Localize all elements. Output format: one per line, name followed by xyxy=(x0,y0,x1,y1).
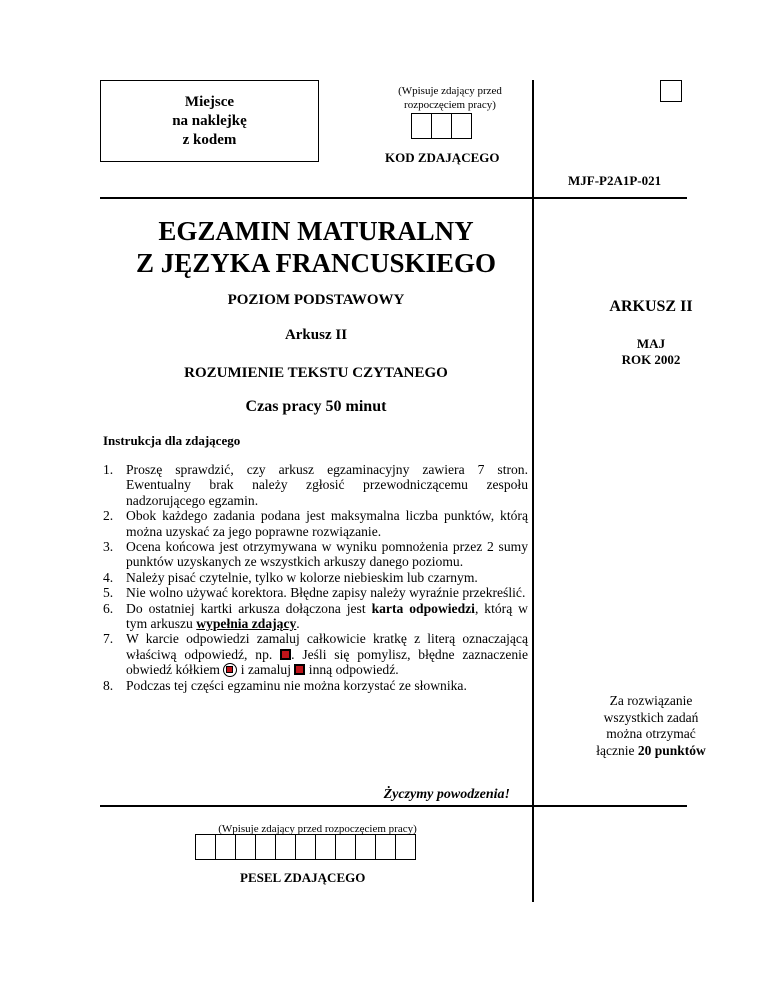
sticker-label-line3: z kodem xyxy=(182,131,237,148)
pesel-cell[interactable] xyxy=(355,834,376,860)
code-cell[interactable] xyxy=(431,113,452,139)
bottom-divider xyxy=(100,805,687,807)
code-cell[interactable] xyxy=(451,113,472,139)
exam-month: MAJ xyxy=(636,336,666,351)
top-divider xyxy=(100,197,687,199)
pesel-cell[interactable] xyxy=(315,834,336,860)
filled-square-icon xyxy=(280,649,291,660)
instruction-item: 4. Należy pisać czytelnie, tylko w kolorze niebieskim lub czarnym. xyxy=(103,569,478,585)
pesel-cell[interactable] xyxy=(215,834,236,860)
candidate-code-boxes[interactable] xyxy=(412,113,472,139)
points-line4: łącznie 20 punktów xyxy=(596,742,706,758)
sticker-label-line2: na naklejkę xyxy=(172,112,247,129)
instructions-heading: Instrukcja dla zdającego xyxy=(103,433,241,448)
sticker-label-line1: Miejsce xyxy=(184,93,235,110)
instruction-item: 1. Proszę sprawdzić, czy arkusz egzaminacyjny zawiera 7 stron. Ewentualny brak należy zgłosić przewodniczącemu zespołu nadzorującego egzamin. xyxy=(103,462,528,508)
vertical-divider xyxy=(532,80,534,902)
corner-checkbox[interactable] xyxy=(660,80,682,102)
exam-code: MJF-P2A1P-021 xyxy=(568,173,662,188)
instruction-item: 3. Ocena końcowa jest otrzymywana w wyniku pomnożenia przez 2 sumy punktów uzyskanych ze wszystkich arkuszy danego poziomu. xyxy=(103,539,528,570)
pesel-boxes[interactable] xyxy=(196,834,416,860)
filled-by-candidate-term: wypełnia zdający xyxy=(196,616,297,632)
instruction-item: 5. Nie wolno używać korektora. Błędne zapisy należy wyraźnie przekreślić. xyxy=(103,585,526,601)
pesel-cell[interactable] xyxy=(275,834,296,860)
points-line1: Za rozwiązanie xyxy=(609,693,693,708)
points-info xyxy=(534,693,768,759)
code-cell[interactable] xyxy=(411,113,432,139)
circled-square-icon xyxy=(223,663,237,677)
section-name: ROZUMIENIE TEKSTU CZYTANEGO xyxy=(184,365,448,381)
pesel-cell[interactable] xyxy=(195,834,216,860)
code-note-line1: (Wpisuje zdający przed xyxy=(398,85,502,97)
candidate-code-label: KOD ZDAJĄCEGO xyxy=(385,150,500,165)
pesel-note: (Wpisuje zdający przed rozpoczęciem pracy) xyxy=(218,823,417,835)
exam-title-line2: Z JĘZYKA FRANCUSKIEGO xyxy=(135,248,497,278)
sticker-area xyxy=(100,80,319,162)
instruction-item: 2. Obok każdego zadania podana jest maksymalna liczba punktów, którą można uzyskać za jego poprawne rozwiązanie. xyxy=(103,508,528,539)
right-sheet-label: ARKUSZ II xyxy=(609,298,693,315)
points-total: 20 punktów xyxy=(637,742,706,758)
exam-title-line1: EGZAMIN MATURALNY xyxy=(158,216,474,246)
points-line3: można otrzymać xyxy=(606,726,696,741)
filled-square-icon xyxy=(294,664,305,675)
pesel-cell[interactable] xyxy=(395,834,416,860)
code-note-line2: rozpoczęciem pracy) xyxy=(404,99,496,111)
good-luck-wrap xyxy=(100,785,532,803)
pesel-cell[interactable] xyxy=(255,834,276,860)
duration: Czas pracy 50 minut xyxy=(245,398,387,415)
instruction-item: 7. W karcie odpowiedzi zamaluj całkowicie kratkę z literą oznaczającą właściwą odpowiedź, np. . Jeśli się pomylisz, błędne zaznaczenie obwiedź kółkiem i zamaluj inną odpowiedź. xyxy=(103,631,528,678)
exam-year: ROK 2002 xyxy=(621,352,681,367)
pesel-label: PESEL ZDAJĄCEGO xyxy=(240,870,366,885)
sheet-name: Arkusz II xyxy=(284,327,348,343)
pesel-cell[interactable] xyxy=(375,834,396,860)
instruction-item: 8. Podczas tej części egzaminu nie można korzystać ze słownika. xyxy=(103,677,467,693)
good-luck: Życzymy powodzenia! xyxy=(383,787,510,802)
points-line2: wszystkich zadań xyxy=(603,709,699,725)
answer-card-term: karta odpowiedzi xyxy=(371,600,475,616)
pesel-cell[interactable] xyxy=(235,834,256,860)
code-note xyxy=(375,84,525,112)
exam-level: POZIOM PODSTAWOWY xyxy=(227,292,405,308)
pesel-cell[interactable] xyxy=(335,834,356,860)
instructions-list xyxy=(103,462,528,693)
instruction-item: 6. Do ostatniej kartki arkusza dołączona jest karta odpowiedzi, którą w tym arkuszu wypełnia zdający. xyxy=(103,600,528,632)
pesel-cell[interactable] xyxy=(295,834,316,860)
